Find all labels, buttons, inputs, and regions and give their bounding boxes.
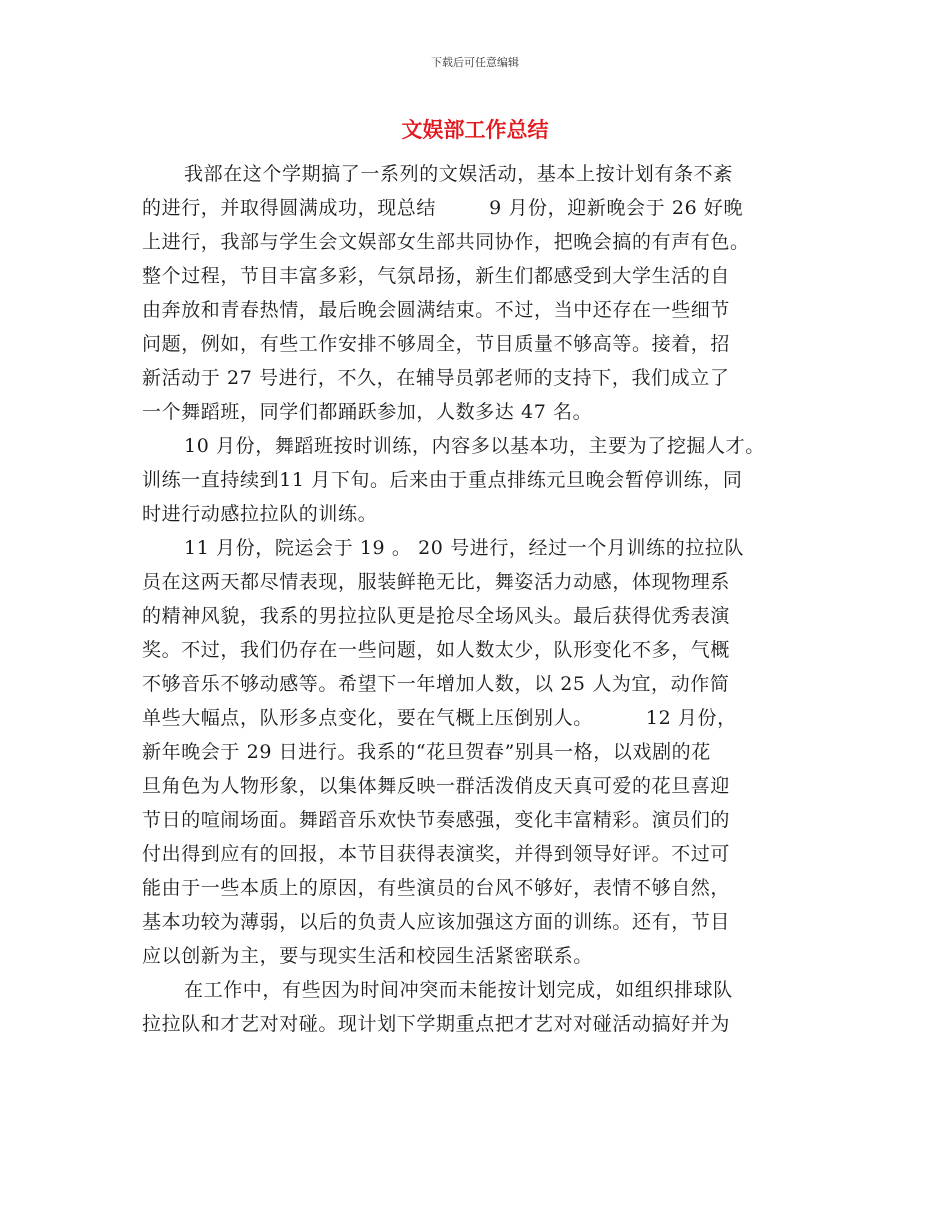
- text-line: 旦角色为人物形象，以集体舞反映一群活泼俏皮天真可爱的花旦喜迎: [142, 775, 731, 797]
- text-line: 上进行，我部与学生会文娱部女生部共同协作，把晚会搞的有声有色。: [142, 231, 750, 253]
- text-line: 一个舞蹈班，同学们都踊跃参加，人数多达 47 名。: [142, 401, 593, 423]
- text-line: 应以创新为主，要与现实生活和校园生活紧密联系。: [142, 945, 593, 967]
- page-header-note: 下载后可任意编辑: [431, 56, 519, 69]
- text-line: 问题，例如，有些工作安排不够周全，节目质量不够高等。接着，招: [142, 333, 731, 355]
- text-line: 拉拉队和才艺对对碰。现计划下学期重点把才艺对对碰活动搞好并为: [142, 1013, 731, 1035]
- text-line: 基本功较为薄弱，以后的负责人应该加强这方面的训练。还有，节目: [142, 911, 731, 933]
- text-line: 不够音乐不够动感等。希望下一年增加人数，以 25 人为宜，动作简: [142, 673, 730, 695]
- text-line: 10 月份，舞蹈班按时训练，内容多以基本功，主要为了挖掘人才。: [184, 435, 765, 457]
- text-line: 时进行动感拉拉队的训练。: [142, 503, 378, 525]
- text-line: 由奔放和青春热情，最后晚会圆满结束。不过，当中还存在一些细节: [142, 299, 731, 321]
- text-line: 新年晚会于 29 日进行。我系的“花旦贺春”别具一格，以戏剧的花: [142, 741, 711, 763]
- text-line: 付出得到应有的回报，本节目获得表演奖，并得到领导好评。不过可: [142, 843, 731, 865]
- text-line: 整个过程，节目丰富多彩，气氛昂扬，新生们都感受到大学生活的自: [142, 265, 731, 287]
- text-line: 奖。不过，我们仍存在一些问题，如人数太少，队形变化不多，气概: [142, 639, 731, 661]
- text-line: 节日的喧闹场面。舞蹈音乐欢快节奏感强，变化丰富精彩。演员们的: [142, 809, 731, 831]
- text-line: 训练一直持续到11 月下旬。后来由于重点排练元旦晚会暂停训练，同: [142, 469, 743, 491]
- text-line: 的进行，并取得圆满成功，现总结 9 月份，迎新晚会于 26 好晚: [142, 197, 744, 219]
- document-title: 文娱部工作总结: [401, 118, 549, 142]
- text-line: 单些大幅点，队形多点变化，要在气概上压倒别人。 12 月份，: [142, 707, 737, 729]
- text-line: 新活动于 27 号进行，不久，在辅导员郭老师的支持下，我们成立了: [142, 367, 730, 389]
- text-line: 员在这两天都尽情表现，服装鲜艳无比，舞姿活力动感，体现物理系: [142, 571, 731, 593]
- text-line: 的精神风貌，我系的男拉拉队更是抢尽全场风头。最后获得优秀表演: [142, 605, 731, 627]
- text-line: 在工作中，有些因为时间冲突而未能按计划完成，如组织排球队: [184, 979, 733, 1001]
- text-line: 11 月份，院运会于 19 。 20 号进行，经过一个月训练的拉拉队: [184, 537, 745, 559]
- text-line: 能由于一些本质上的原因，有些演员的台风不够好，表情不够自然，: [142, 877, 731, 899]
- document-body: [142, 157, 822, 1041]
- text-line: 我部在这个学期搞了一系列的文娱活动，基本上按计划有条不紊: [184, 163, 733, 185]
